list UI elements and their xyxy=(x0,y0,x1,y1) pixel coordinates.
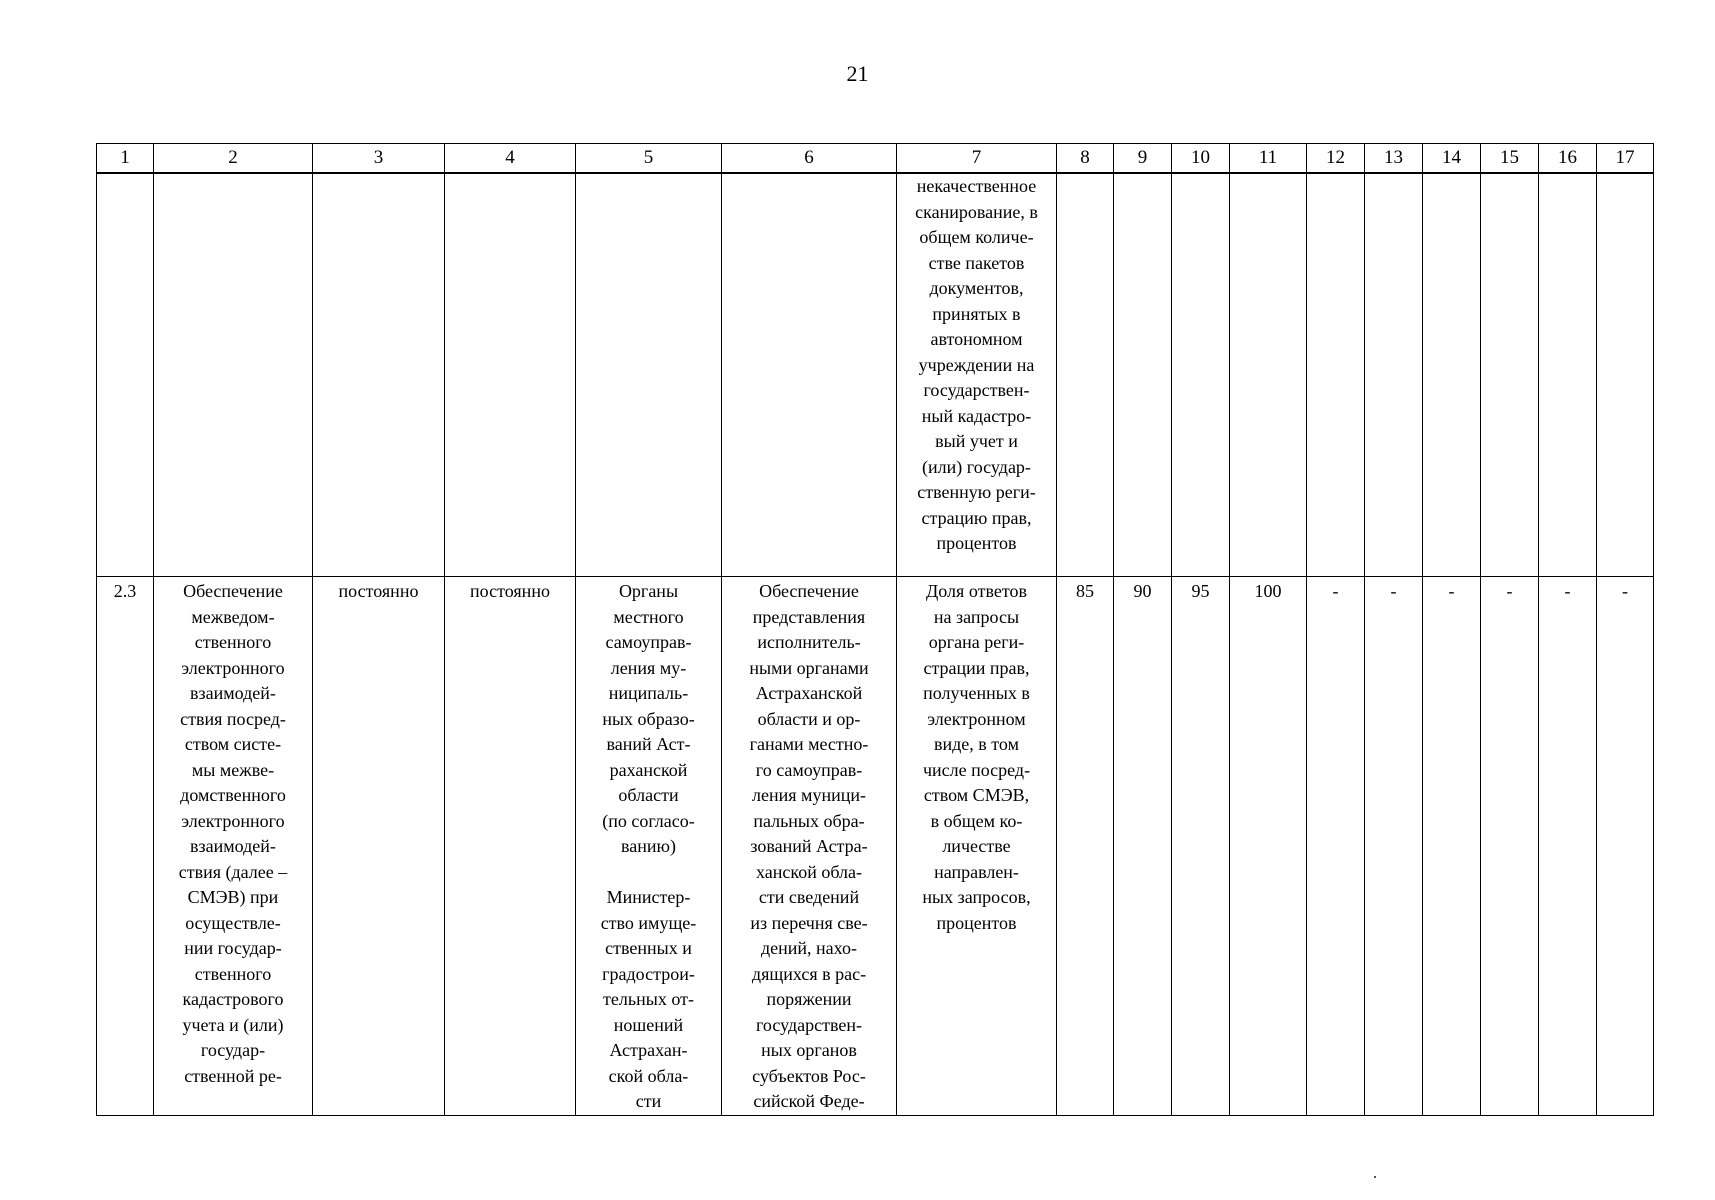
header-col-12: 12 xyxy=(1307,144,1365,174)
cont-cell-17 xyxy=(1597,173,1654,577)
cont-cell-13 xyxy=(1365,173,1423,577)
measure-name: Обеспечение межведом- ственного электронного взаимодей- ствия посред- ством систе- мы межве- домственного электронного взаимодей- ствия (далее – СМЭВ) при осуществле- нии государ- ственного кадастрового учета и (или) государ- ственной ре- xyxy=(154,577,313,1116)
header-col-16: 16 xyxy=(1539,144,1597,174)
indicator-continuation-text: некачественное сканирование, в общем количе- стве пакетов документов, принятых в автономном учреждении на государствен- ный кадастро- вый учет и (или) государ- ственную реги- страцию прав, процентов xyxy=(915,176,1038,553)
value-col-16: - xyxy=(1539,577,1597,1116)
value-col-9: 90 xyxy=(1114,577,1172,1116)
cont-cell-11 xyxy=(1230,173,1307,577)
table-row-continuation xyxy=(97,173,1654,577)
cont-cell-12 xyxy=(1307,173,1365,577)
header-col-14: 14 xyxy=(1423,144,1481,174)
page-number: 21 xyxy=(846,61,869,86)
cont-cell-4 xyxy=(445,173,576,577)
table-row-2-3 xyxy=(97,577,1654,1116)
header-col-8: 8 xyxy=(1057,144,1114,174)
cont-cell-5 xyxy=(576,173,722,577)
value-col-12: - xyxy=(1307,577,1365,1116)
header-col-5: 5 xyxy=(576,144,722,174)
value-col-17: - xyxy=(1597,577,1654,1116)
cont-cell-9 xyxy=(1114,173,1172,577)
cont-cell-3 xyxy=(313,173,445,577)
cont-cell-8 xyxy=(1057,173,1114,577)
value-col-10: 95 xyxy=(1172,577,1230,1116)
header-col-3: 3 xyxy=(313,144,445,174)
expected-result: Обеспечение представления исполнитель- ными органами Астраханской области и ор- ганами местно- го самоуправ- ления муници- пальных обра- зований Астра- ханской обла- сти сведений из перечня све- дений, нахо- дящихся в рас- поряжении государствен- ных органов субъектов Рос- сийской Феде- xyxy=(722,577,897,1116)
header-col-1: 1 xyxy=(97,144,154,174)
header-col-6: 6 xyxy=(722,144,897,174)
header-col-15: 15 xyxy=(1481,144,1539,174)
scan-speck xyxy=(1374,1176,1376,1178)
header-col-7: 7 xyxy=(897,144,1057,174)
header-col-10: 10 xyxy=(1172,144,1230,174)
value-col-13: - xyxy=(1365,577,1423,1116)
header-col-4: 4 xyxy=(445,144,576,174)
header-col-2: 2 xyxy=(154,144,313,174)
header-col-9: 9 xyxy=(1114,144,1172,174)
value-col-8: 85 xyxy=(1057,577,1114,1116)
indicator-name: Доля ответов на запросы органа реги- страции прав, полученных в электронном виде, в том числе посред- ством СМЭВ, в общем ко- личестве направлен- ных запросов, процентов xyxy=(897,577,1057,1116)
header-col-11: 11 xyxy=(1230,144,1307,174)
value-col-15: - xyxy=(1481,577,1539,1116)
header-col-17: 17 xyxy=(1597,144,1654,174)
responsible-executors: Органы местного самоуправ- ления му- ниципаль- ных образо- ваний Аст- раханской области (по согласо- ванию) Министер- ство имуще- ственных и градострои- тельных от- ношений Астрахан- ской обла- сти xyxy=(576,577,722,1116)
cont-cell-2 xyxy=(154,173,313,577)
start-date: постоянно xyxy=(313,577,445,1116)
header-row xyxy=(97,144,1654,174)
end-date: постоянно xyxy=(445,577,576,1116)
cont-cell-16 xyxy=(1539,173,1597,577)
cont-cell-14 xyxy=(1423,173,1481,577)
cont-cell-1 xyxy=(97,173,154,577)
value-col-11: 100 xyxy=(1230,577,1307,1116)
header-col-13: 13 xyxy=(1365,144,1423,174)
value-col-14: - xyxy=(1423,577,1481,1116)
cont-cell-10 xyxy=(1172,173,1230,577)
cont-cell-15 xyxy=(1481,173,1539,577)
row-number: 2.3 xyxy=(97,577,154,1116)
cont-cell-6 xyxy=(722,173,897,577)
plan-table xyxy=(96,143,1654,1116)
cont-cell-7 xyxy=(897,173,1057,577)
